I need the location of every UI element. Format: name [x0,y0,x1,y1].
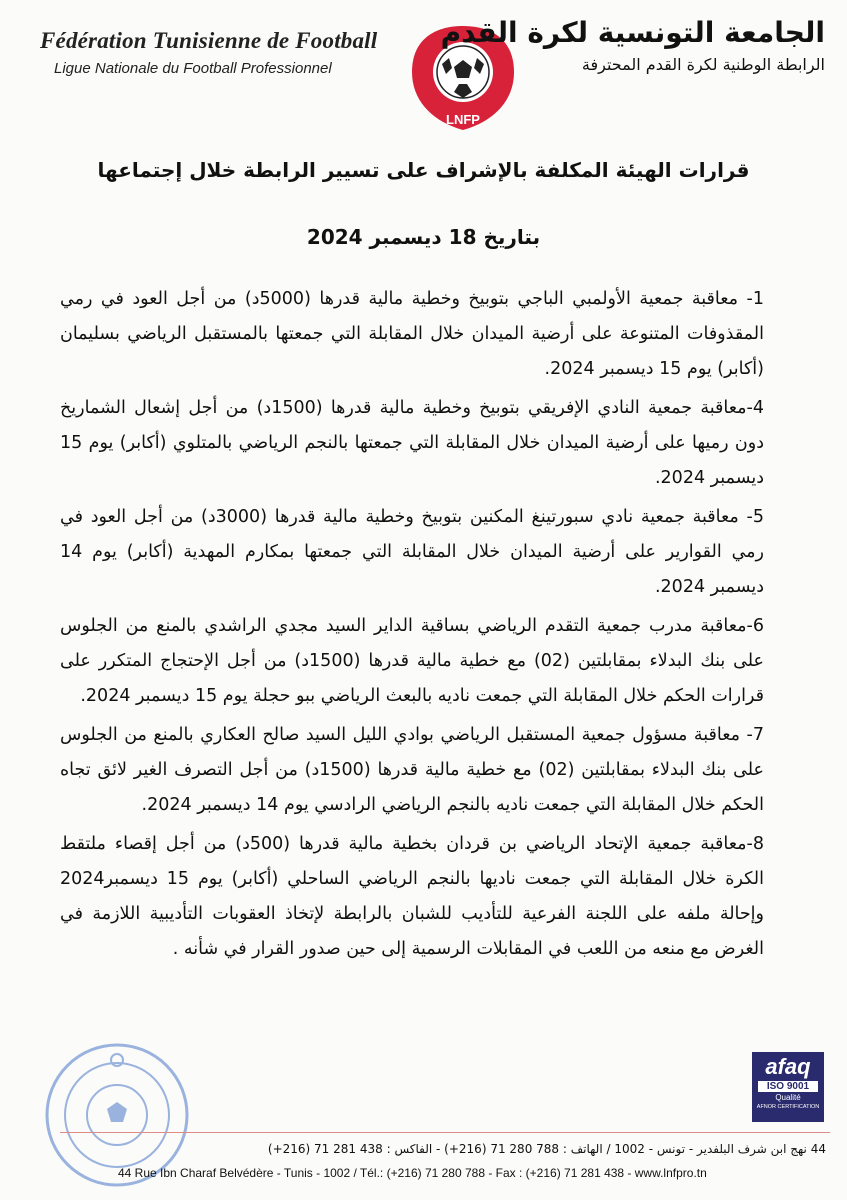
footer-address-fr: 44 Rue Ibn Charaf Belvédère - Tunis - 1002 / Tél.: (+216) 71 280 788 - Fax : (+216) 71 281 438 - www.lnfpro.tn [118,1166,707,1180]
afaq-certification-badge [752,1052,824,1122]
iso-label: ISO 9001 [758,1081,818,1092]
federation-name-ar: الجامعة التونسية لكرة القدم [440,16,825,49]
footer-divider [60,1132,830,1133]
ligue-name-fr: Ligue Nationale du Football Professionnel [54,60,332,77]
decision-item: 7- معاقبة مسؤول جمعية المستقبل الرياضي بوادي الليل السيد صالح العكاري بالمنع من الجلوس على بنك البدلاء بمقابلتين (02) مع خطية مالية قدرها (1500د) من أجل التصرف الغير لائق تجاه الحكم خلال المقابلة التي جمعت ناديه بالنجم الرياضي الرادسي يوم 14 ديسمبر 2024. [60,725,764,815]
decision-item: 8-معاقبة جمعية الإتحاد الرياضي بن قردان بخطية مالية قدرها (500د) من أجل إقصاء ملتقط الكرة خلال المقابلة التي جمعت ناديها بالنجم الرياضي الساحلي (أكابر) يوم 15 ديسمبر2024 وإحالة ملفه على اللجنة الفرعية للتأديب للشبان بالرابطة لإتخاذ العقوبات التأديبية اللازمة في الغرض مع منعه من اللعب في المقابلات الرسمية إلى حين صدور القرار في شأنه . [60,834,764,959]
footer-address-ar: 44 نهج ابن شرف البلفدير - تونس - 1002 / الهاتف : 788 280 71 (216+) - الفاكس : 438 281 71 (216+) [267,1142,826,1156]
decisions-list [60,282,764,971]
decision-item: 5- معاقبة جمعية نادي سبورتينغ المكنين بتوبيخ وخطية مالية قدرها (3000د) من أجل العود في رمي القوارير على أرضية الميدان خلال المقابلة التي جمعتها بمكارم المهدية (أكابر) يوم 14 ديسمبر 2024. [60,507,765,597]
logo-label: LNFP [446,112,480,127]
document-title: قرارات الهيئة المكلفة بالإشراف على تسيير الرابطة خلال إجتماعها [97,158,750,182]
header-arabic [440,16,825,74]
quality-label: Qualité [775,1093,801,1102]
document-date: بتاريخ 18 ديسمبر 2024 [306,225,541,249]
ligue-name-ar: الرابطة الوطنية لكرة القدم المحترفة [581,55,825,74]
header-french [40,28,400,77]
decision-item: 4-معاقبة جمعية النادي الإفريقي بتوبيخ وخطية مالية قدرها (1500د) من أجل إشعال الشماريخ دون رميها على أرضية الميدان خلال المقابلة التي جمعتها بالنجم الرياضي بالمتلوي (أكابر) يوم 15 ديسمبر 2024. [60,398,764,488]
afaq-brand: afaq [765,1054,811,1079]
afnor-label: AFNOR CERTIFICATION [756,1104,820,1110]
decision-item: 1- معاقبة جمعية الأولمبي الباجي بتوبيخ وخطية مالية قدرها (5000د) من أجل العود في رمي المقذوفات المتنوعة على أرضية الميدان خلال المقابلة التي جمعتها بالمستقبل الرياضي بسليمان (أكابر) يوم 15 ديسمبر 2024. [60,289,764,379]
decision-item: 6-معاقبة مدرب جمعية التقدم الرياضي بساقية الداير السيد مجدي الراشدي بالمنع من الجلوس على بنك البدلاء بمقابلتين (02) مع خطية مالية قدرها (1500د) من أجل الإحتجاج المتكرر على قرارات الحكم خلال المقابلة التي جمعت ناديه بالبعث الرياضي ببو حجلة يوم 15 ديسمبر 2024. [60,616,764,706]
federation-name-fr: Fédération Tunisienne de Football [40,28,378,53]
